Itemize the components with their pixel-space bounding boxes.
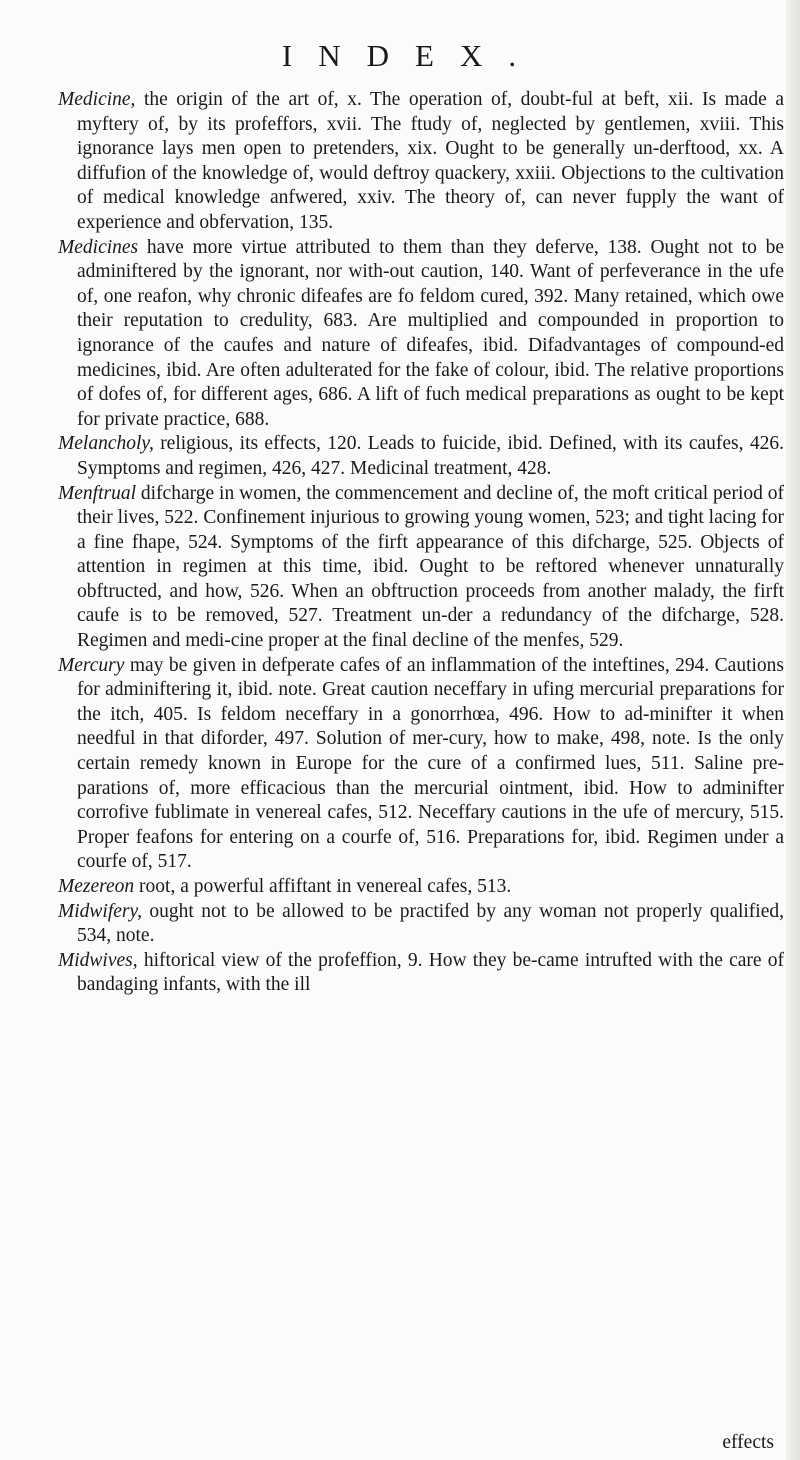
index-body [58, 88, 784, 998]
index-entry [58, 654, 784, 875]
entry-text: the origin of the art of, x. The operation of, doubt-ful at beft, xii. Is made a myftery of, by its profeffors, xvii. The ftudy of, neglected by gentlemen, xviii. This ignorance lays men open to pretenders, xix. Ought to be generally un-derftood, xx. A diffufion of the knowledge of, would deftroy quackery, xxiii. Objections to the cultivation of medical knowledge anfwered, xxiv. The theory of, can never fupply the want of experience and obfervation, 135. [77, 89, 784, 233]
page-edge-shadow [786, 0, 800, 1460]
index-entry [58, 900, 784, 949]
entry-headword: Mercury [58, 654, 125, 676]
entry-text: hiftorical view of the profeffion, 9. How they be-came intrufted with the care of bandaging infants, with the ill [77, 949, 784, 996]
entry-text: may be given in defperate cafes of an inflammation of the inteftines, 294. Cautions for adminiftering it, ibid. note. Great caution neceffary in ufing mercurial preparations for the itch, 405. Is feldom neceffary in a gonorrhœa, 496. How to ad-minifter it when needful in that diforder, 497. Solution of mer-cury, how to make, 498, note. Is the only certain remedy known in Europe for the cure of a confirmed lues, 511. Saline pre-parations of, more efficacious than the mercurial ointment, ibid. How to adminifter corrofive fublimate in venereal cafes, 512. Neceffary cautions in the ufe of mercury, 515. Proper feafons for entering on a courfe of, 516. Preparations for, ibid. Regimen under a courfe of, 517. [77, 654, 784, 873]
entry-text: difcharge in women, the commencement and decline of, the moft critical period of their lives, 522. Confinement injurious to growing young women, 523; and tight lacing for a fine fhape, 524. Symptoms of the firft appearance of this difcharge, 525. Objects of attention in regimen at this time, ibid. Ought to be reftored whenever unnaturally obftructed, and how, 526. When an obftruction proceeds from another malady, the firft caufe is to be removed, 527. Treatment un-der a redundancy of the difcharge, 528. Regimen and medi-cine proper at the final decline of the menfes, 529. [77, 482, 784, 652]
entry-text: religious, its effects, 120. Leads to fuicide, ibid. Defined, with its caufes, 426. Symptoms and regimen, 426, 427. Medicinal treatment, 428. [77, 433, 784, 479]
page-header: INDEX. [281, 38, 543, 73]
entry-text: root, a powerful affiftant in venereal cafes, 513. [134, 876, 512, 897]
entry-headword: Midwifery, [58, 900, 142, 922]
entry-headword: Midwives, [58, 949, 138, 971]
entry-headword: Medicine, [58, 89, 136, 110]
index-entry [58, 875, 784, 900]
entry-text: ought not to be allowed to be practifed by any woman not properly qualified, 534, note. [77, 900, 784, 947]
entry-headword: Melancholy, [58, 433, 154, 455]
entry-text: have more virtue attributed to them than they deferve, 138. Ought not to be adminiftered by the ignorant, nor with-out caution, 140. Want of perfeverance in the ufe of, one reafon, why chronic difeafes are fo feldom cured, 392. Many retained, which owe their reputation to credulity, 683. Are multiplied and compounded in proportion to ignorance of the caufes and nature of difeafes, ibid. Difadvantages of compound-ed medicines, ibid. Are often adulterated for the fake of colour, ibid. The relative proportions of dofes of, for different ages, 686. A lift of fuch medical preparations as ought to be kept for private practice, 688. [77, 236, 784, 430]
index-entry [58, 432, 784, 481]
entry-headword: Menftrual [58, 482, 136, 504]
index-entry [58, 88, 784, 236]
entry-headword: Mezereon [58, 876, 135, 897]
index-entry [58, 949, 784, 998]
catchword: effects [722, 1432, 774, 1453]
entry-headword: Medicines [58, 236, 139, 258]
index-entry [58, 236, 784, 433]
index-entry [58, 482, 784, 654]
